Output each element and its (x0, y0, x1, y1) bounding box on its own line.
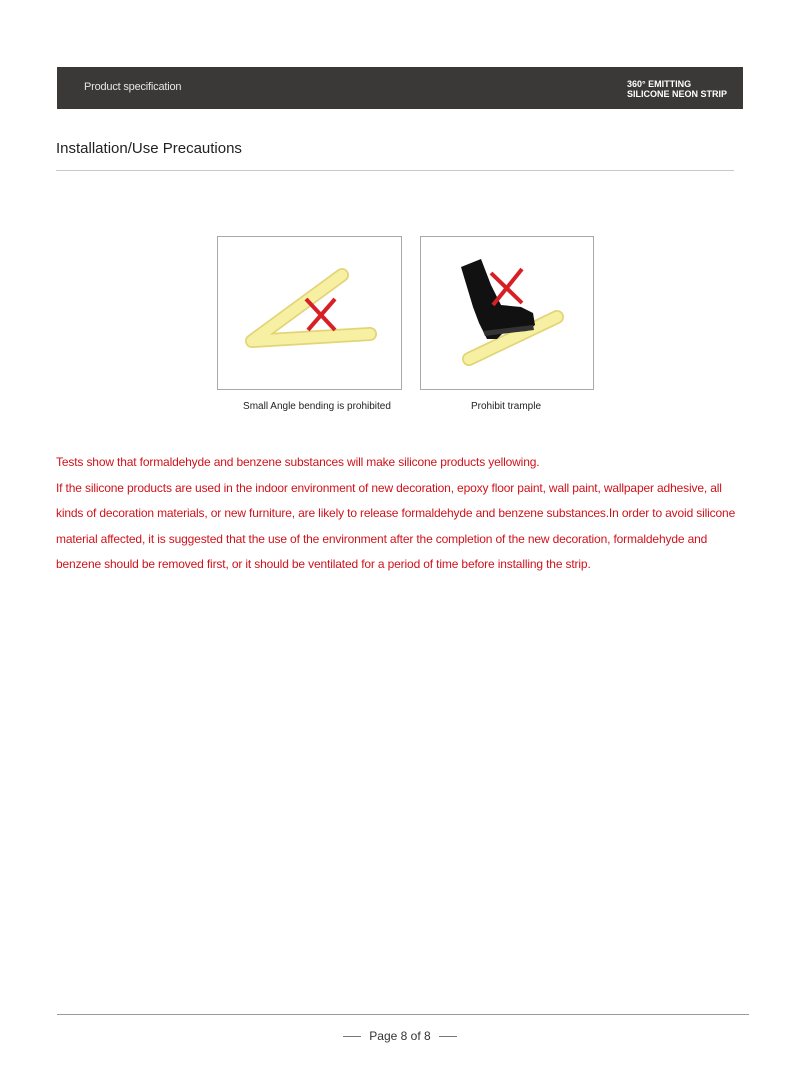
trample-prohibited-icon (421, 237, 593, 389)
header-product-line1: 360° EMITTING (626, 79, 692, 89)
footer-divider (57, 1014, 749, 1015)
section-divider (56, 170, 734, 171)
bent-strip-prohibited-icon (218, 237, 401, 389)
header-product-line2: SILICONE NEON STRIP (626, 89, 727, 99)
page-number-dash-left (343, 1036, 361, 1037)
header-bar (57, 67, 743, 109)
header-document-type: Product specification (84, 81, 182, 93)
precaution-warning (56, 450, 746, 578)
figure-bending (217, 236, 402, 390)
figure-trample (420, 236, 594, 390)
header-product-name (627, 79, 727, 99)
warning-line-1: Tests show that formaldehyde and benzene substances will make silicone products yellowing. (56, 455, 540, 469)
figure-caption-bending: Small Angle bending is prohibited (243, 401, 391, 412)
page-number-dash-right (439, 1036, 457, 1037)
page-number-label: Page 8 of 8 (369, 1029, 431, 1043)
warning-paragraph: If the silicone products are used in the indoor environment of new decoration, epoxy floor paint, wall paint, wallpaper adhesive, all kinds of decoration materials, or new furniture, are likely to release formaldehyde and benzene substances.In order to avoid silicone material affected, it is suggested that the use of the environment after the completion of the new decoration, formaldehyde and benzene should be removed first, or it should be ventilated for a period of time before installing the strip. (56, 480, 736, 571)
page-number (0, 1029, 800, 1043)
figure-caption-trample: Prohibit trample (470, 401, 542, 412)
section-title: Installation/Use Precautions (56, 140, 242, 157)
